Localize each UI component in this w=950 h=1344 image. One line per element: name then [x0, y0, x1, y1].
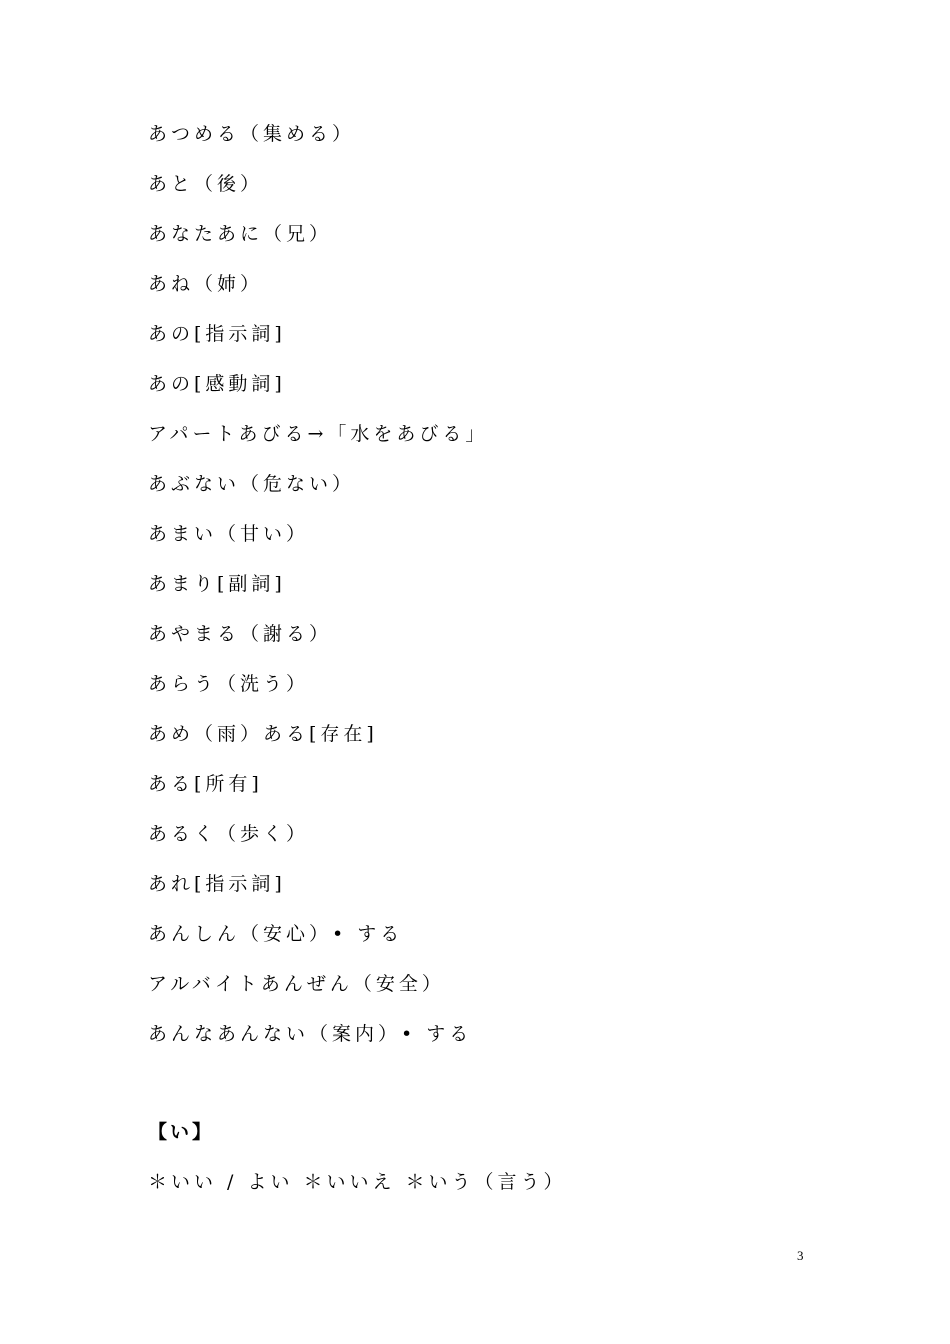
vocabulary-entry: あの[感動詞]: [148, 373, 286, 395]
vocabulary-entry: アパートあびる→「水をあびる」: [148, 423, 489, 445]
vocabulary-list: [148, 120, 848, 1070]
vocabulary-entry: あんなあんない（案内）• する: [148, 1023, 473, 1045]
vocabulary-entry: あまい（甘い）: [148, 523, 310, 545]
vocabulary-entry: アルバイトあんぜん（安全）: [148, 973, 445, 995]
vocabulary-entry: あめ（雨）ある[存在]: [148, 723, 378, 745]
vocabulary-entry: あね（姉）: [148, 273, 264, 295]
vocabulary-entry: ある[所有]: [148, 773, 263, 795]
page-number: 3: [797, 1248, 804, 1263]
vocabulary-entry: あやまる（謝る）: [148, 623, 333, 645]
vocabulary-entry: あんしん（安心）• する: [148, 923, 404, 945]
vocabulary-entry: あの[指示詞]: [148, 323, 286, 345]
section-entry-line: ＊いい / よい ＊いいえ ＊いう（言う）: [148, 1171, 567, 1193]
vocabulary-entry: あなたあに（兄）: [148, 223, 333, 245]
section-heading: 【い】: [148, 1121, 215, 1143]
vocabulary-entry: あまり[副詞]: [148, 573, 286, 595]
vocabulary-entry: あれ[指示詞]: [148, 873, 286, 895]
section-i: [148, 1118, 848, 1208]
vocabulary-entry: あと（後）: [148, 173, 264, 195]
vocabulary-entry: あつめる（集める）: [148, 123, 356, 145]
vocabulary-entry: あるく（歩く）: [148, 823, 310, 845]
vocabulary-entry: あぶない（危ない）: [148, 473, 356, 495]
vocabulary-entry: あらう（洗う）: [148, 673, 310, 695]
